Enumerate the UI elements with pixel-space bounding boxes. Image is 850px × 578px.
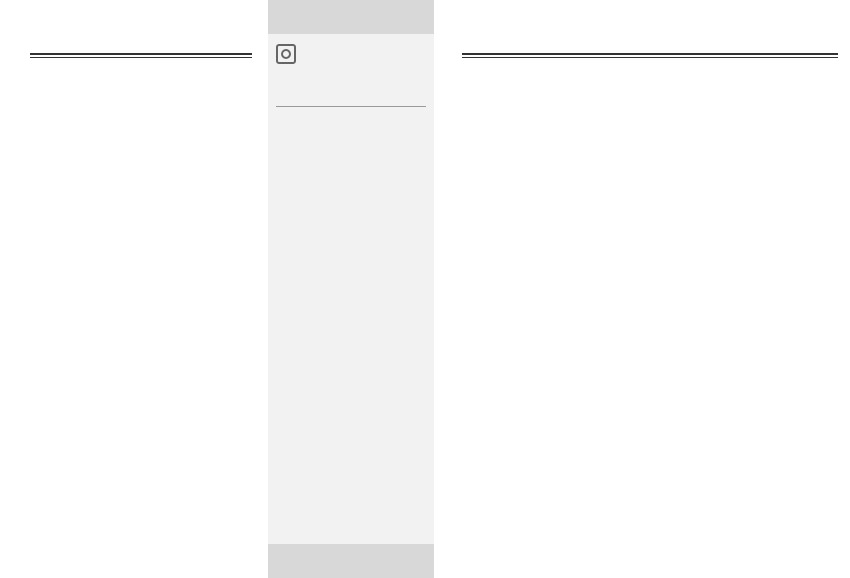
left-title-rule: [30, 53, 252, 58]
notice-box: [460, 512, 836, 516]
masthead-column: [268, 0, 434, 578]
magazine-logo: [276, 42, 426, 66]
masthead-panel: [268, 34, 434, 544]
left-title-row: [40, 50, 212, 51]
masthead-rule: [276, 106, 426, 107]
logo-icon: [276, 44, 296, 64]
right-title-row: [478, 50, 808, 51]
left-toc-page: [0, 0, 268, 578]
right-title-rule: [462, 53, 838, 58]
right-toc-page: [448, 0, 850, 578]
